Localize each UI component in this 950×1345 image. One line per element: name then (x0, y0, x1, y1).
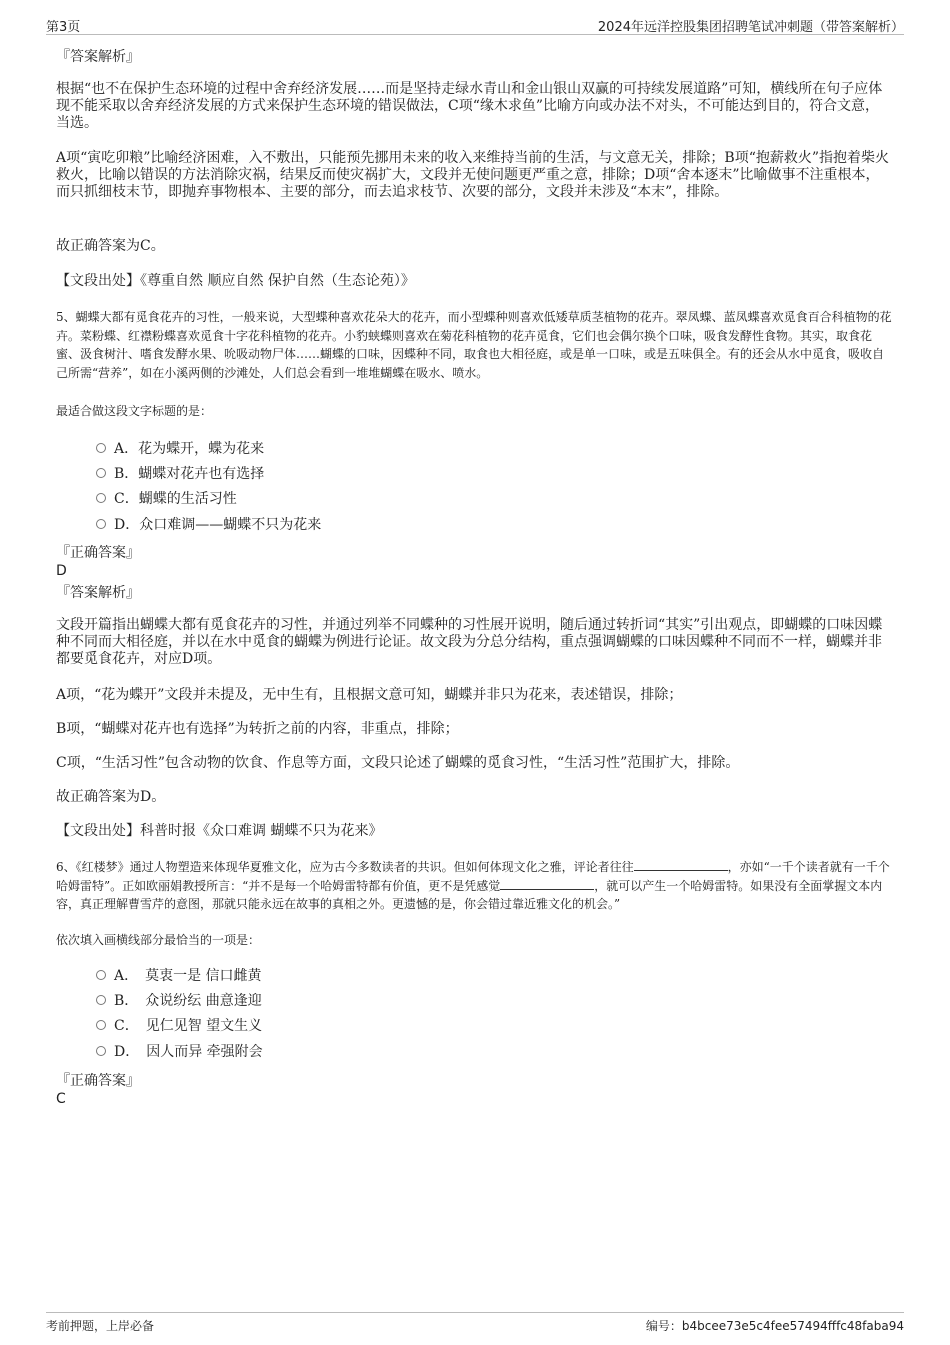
option-c[interactable]: C．蝴蝶的生活习性 (96, 490, 237, 508)
analysis-paragraph: B项，“蝴蝶对花卉也有选择”为转折之前的内容，非重点，排除； (56, 721, 459, 737)
question-prompt: 依次填入画横线部分最恰当的一项是： (56, 933, 261, 947)
option-c[interactable]: C． 见仁见智 望文生义 (96, 1017, 262, 1035)
analysis-paragraph: A项，“花为蝶开”文段并未提及，无中生有，且根据文意可知，蝴蝶并非只为花来，表述错误，排除； (56, 687, 683, 703)
radio-icon[interactable] (96, 995, 106, 1005)
option-a[interactable]: A．花为蝶开，蝶为花来 (96, 440, 264, 458)
footer-slogan: 考前押题，上岸必备 (46, 1319, 155, 1333)
correct-answer: D (56, 563, 67, 579)
radio-icon[interactable] (96, 468, 106, 478)
option-d[interactable]: D．众口难调——蝴蝶不只为花来 (96, 516, 321, 534)
analysis-paragraph: 根据“也不在保护生态环境的过程中舍弃经济发展……而是坚持走绿水青山和金山银山双赢的可持续发展道路”可知，横线所在句子应体现不能采取以舍弃经济发展的方式来保护生态环境的错误做法，C项“缘木求鱼”比喻方向或办法不对头，不可能达到目的，符合文意，当选。 (56, 81, 883, 131)
radio-icon[interactable] (96, 443, 106, 453)
question-stem: 5、蝴蝶大都有觅食花卉的习性，一般来说，大型蝶种喜欢花朵大的花卉，而小型蝶种则喜欢低矮草质茎植物的花卉。翠凤蝶、蓝凤蝶喜欢觅食百合科植物的花卉。菜粉蝶、红襟粉蝶喜欢觅食十字花科植物的花卉。小豹蛱蝶则喜欢在菊花科植物的花卉觅食，它们也会偶尔换个口味，吸食发酵性食物。其实，取食花蜜、汲食树汁、嗜食发酵水果、吮吸动物尸体……蝴蝶的口味，因蝶种不同，取食也大相径庭，或是单一口味，或是五味俱全。有的还会从水中觅食，吸收自己所需“营养”，如在小溪两侧的沙滩处，人们总会看到一堆堆蝴蝶在吸水、喷水。 (56, 310, 892, 380)
page-number: 第3页 (46, 20, 81, 35)
correct-answer-label: 『正确答案』 (56, 545, 140, 561)
source-citation: 【文段出处】科普时报《众口难调 蝴蝶不只为花来》 (56, 823, 383, 839)
question-stem: 6、《红楼梦》通过人物塑造来体现华夏雅文化，应为古今多数读者的共识。但如何体现文化之雅，评论者往往 ，亦如“一千个读者就有一千个哈姆雷特”。正如欧丽娟教授所言：“并不是每一个哈姆雷特都有价值，更不是凭感觉 ，就可以产生一个哈姆雷特。如果没有全面掌握文本内容，真正理解曹雪芹的意图，那就只能永远在故事的真相之外。更遗憾的是，你会错过靠近雅文化的机会。” (56, 860, 890, 911)
analysis-paragraph: 文段开篇指出蝴蝶大都有觅食花卉的习性，并通过列举不同蝶种的习性展开说明，随后通过转折词“其实”引出观点，即蝴蝶的口味因蝶种不同而大相径庭，并以在水中觅食的蝴蝶为例进行论证。故文段为分总分结构，重点强调蝴蝶的口味因蝶种不同而不一样，蝴蝶并非都要觅食花卉，对应D项。 (56, 617, 883, 667)
fill-blank (500, 877, 594, 890)
radio-icon[interactable] (96, 1046, 106, 1056)
analysis-label: 『答案解析』 (56, 585, 140, 601)
document-title: 2024年远洋控股集团招聘笔试冲刺题（带答案解析） (597, 20, 904, 35)
question-prompt: 最适合做这段文字标题的是： (56, 404, 213, 418)
analysis-label: 『答案解析』 (56, 49, 140, 65)
radio-icon[interactable] (96, 493, 106, 503)
option-d[interactable]: D． 因人而异 牵强附会 (96, 1043, 263, 1061)
radio-icon[interactable] (96, 970, 106, 980)
option-a[interactable]: A． 莫衷一是 信口雌黄 (96, 967, 262, 985)
correct-answer-label: 『正确答案』 (56, 1073, 140, 1089)
option-b[interactable]: B． 众说纷纭 曲意逢迎 (96, 992, 262, 1010)
analysis-paragraph: C项，“生活习性”包含动物的饮食、作息等方面，文段只论述了蝴蝶的觅食习性，“生活习性”范围扩大，排除。 (56, 755, 740, 771)
radio-icon[interactable] (96, 1020, 106, 1030)
page-header (46, 14, 904, 35)
source-citation: 【文段出处】《尊重自然 顺应自然 保护自然（生态论苑）》 (56, 273, 415, 289)
radio-icon[interactable] (96, 519, 106, 529)
fill-blank (634, 858, 728, 871)
answer-conclusion: 故正确答案为C。 (56, 238, 165, 254)
answer-conclusion: 故正确答案为D。 (56, 789, 166, 805)
document-code: 编号：b4bcee73e5c4fee57494fffc48faba94 (645, 1319, 904, 1333)
correct-answer: C (56, 1091, 66, 1107)
analysis-paragraph: A项“寅吃卯粮”比喻经济困难，入不敷出，只能预先挪用未来的收入来维持当前的生活，与文意无关，排除；B项“抱薪救火”指抱着柴火救火，比喻以错误的方法消除灾祸，结果反而使灾祸扩大，文段并无使问题更严重之意，排除；D项“舍本逐末”比喻做事不注重根本，而只抓细枝末节，即抛弃事物根本、主要的部分，而去追求枝节、次要的部分，文段并未涉及“本末”，排除。 (56, 150, 890, 200)
option-b[interactable]: B．蝴蝶对花卉也有选择 (96, 465, 264, 483)
page-footer (46, 1312, 904, 1333)
